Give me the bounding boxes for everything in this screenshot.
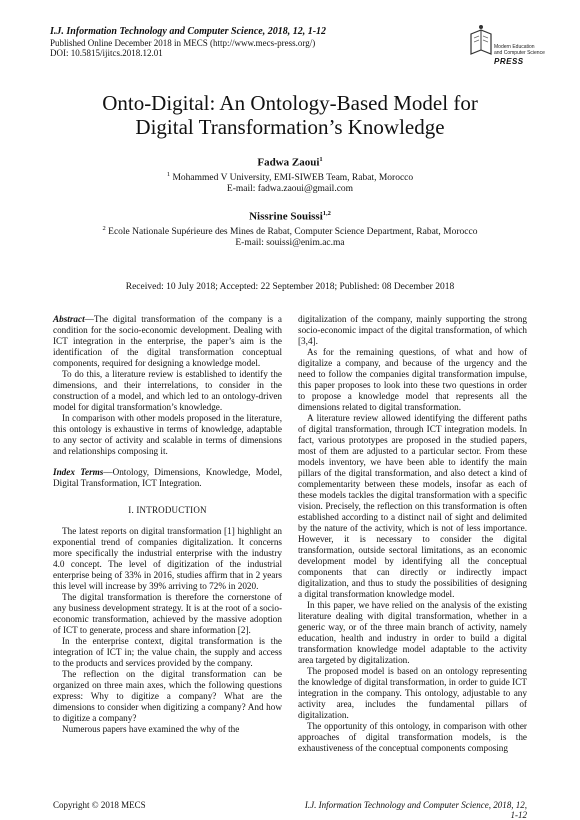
abstract-label: Abstract: [53, 314, 85, 324]
index-terms: Index Terms—Ontology, Dimensions, Knowledge, Model, Digital Transformation, ICT Integration.: [53, 467, 282, 488]
paper-title: Onto-Digital: An Ontology-Based Model for Digital Transformation’s Knowledge: [102, 91, 478, 139]
body-paragraph: A literature review allowed identifying the different paths of digital transformation, through ICT integration models. In fact, various prototypes are proposed in the studied papers, most of them are adjusted to a particular sector. From these models inventory, we have been able to identify the main pillars of the digital transformation, and also detect a kind of complementarity between these models, insofar as each of these models tackles the digital transformation with a specific vision. Precisely, the reflection on this transformation is often established according to a distinct nail of sight and delimited by the nature of the activity, which is not of less importance. However, it is necessary to consider the digital transformation, outside sectoral limitations, as an economic development model by identifying all the conceptual components that can directly or indirectly impact digitalization, and thus to study the possibilities of designing a digital transformation knowledge model.: [298, 413, 527, 599]
footer-journal: I.J. Information Technology and Computer Science, 2018, 12, 1-12: [304, 800, 527, 820]
author-affiliation: Ecole Nationale Supérieure des Mines de Rabat, Computer Science Department, Rabat, Morocco: [108, 226, 478, 237]
body-paragraph: As for the remaining questions, of what and how of digitalize a company, and because of the urgency and the need to follow the companies digital transformation impulse, this paper proposes to look into these two questions in order to propose a knowledge model that represents all the dimensions related to digital transformation.: [298, 347, 527, 412]
abstract-paragraph: Abstract—The digital transformation of the company is a condition for the socio-economic development. Dealing with ICT integration in the enterprise, the paper’s aim is the identification of the digital transformation conceptual components, required for designing a knowledge model.: [53, 314, 282, 368]
author-name: Nissrine Souissi: [249, 210, 323, 223]
body-paragraph: digitalization of the company, mainly supporting the strong socio-economic impact of the digital transformation, of which [3,4].: [298, 314, 527, 346]
logo-subtitle: Modern Education and Computer Science: [494, 44, 545, 56]
body-paragraph: The digital transformation is therefore the cornerstone of any business development strategy. It is at the root of a socio-economic transformation, achieved by the massive adoption of ICT to generate, process and share information [2].: [53, 592, 282, 635]
body-paragraph: The latest reports on digital transformation [1] highlight an exponential trend of companies digitalization. It concerns more specifically the industrial enterprise with the industry 4.0 concept. The level of digitization of the industrial enterprise being of 33% in 2016, studies affirm that in 2 years this level will increase by 39% arriving to 72% in 2020.: [53, 526, 282, 591]
body-paragraph: The proposed model is based on an ontology representing the knowledge of digital transformation, in order to guide ICT integration in the company. This ontology, adjustable to any activity area, includes the fundamental pillars of digitalization.: [298, 666, 527, 720]
journal-name: I.J. Information Technology and Computer Science, 2018, 12, 1-12: [50, 26, 327, 37]
author-block-1: Fadwa Zaoui$^1$ $^1$ Mohammed V University, EMI-SIWEB Team, Rabat, Morocco E-mail: fadwa.zaoui@gmail.com: [40, 154, 540, 195]
author-name: Fadwa Zaoui: [257, 156, 320, 169]
mecs-press-logo: [468, 24, 548, 72]
author-sup: 1,2: [322, 210, 331, 217]
section-heading: I. INTRODUCTION: [128, 505, 207, 515]
book-logo-icon: [468, 24, 494, 58]
author-sup: 1: [319, 156, 323, 163]
journal-header: [50, 27, 326, 59]
abstract-paragraph: In comparison with other models proposed in the literature, this ontology is exhaustive in terms of knowledge, adaptable to any sector of activity and scalable in terms of dimensions and relationships composing it.: [53, 413, 282, 456]
author-email: E-mail: fadwa.zaoui@gmail.com: [226, 183, 354, 194]
logo-press: PRESS: [494, 57, 524, 66]
published-line: Published Online December 2018 in MECS (http://www.mecs-press.org/): [50, 37, 316, 48]
body-paragraph: The opportunity of this ontology, in comparison with other approaches of digital transformation models, is the exhaustiveness of the conceptual components composing: [298, 721, 527, 753]
body-paragraph: In this paper, we have relied on the analysis of the existing literature dealing with digital transformation, whether in a generic way, or of the three main branch of activity, namely education, health and industry in order to build a digital transformation knowledge model adaptable to the activity area targeted by digitalization.: [298, 600, 527, 665]
left-column: [53, 314, 282, 735]
doi-line: DOI: 10.5815/ijitcs.2018.12.01: [50, 48, 163, 58]
body-paragraph: The reflection on the digital transformation can be organized on three main axes, which the following questions express: Why to digitize a company? What are the dimensions to consider when digitizing a company? And how to digitize a company?: [53, 669, 282, 723]
body-paragraph: In the enterprise context, digital transformation is the integration of ICT in; the value chain, the supply and access to the products and services provided by the company.: [53, 636, 282, 668]
right-column: [298, 314, 527, 754]
body-paragraph: Numerous papers have examined the why of the: [62, 724, 240, 734]
footer-copyright: Copyright © 2018 MECS: [53, 800, 146, 810]
abstract-paragraph: To do this, a literature review is established to identify the dimensions, and their interrelations, to consider in the construction of a model, and which led to an ontology-driven model for digital transformation’s knowledge.: [53, 369, 282, 412]
author-email: E-mail: souissi@enim.ac.ma: [235, 237, 345, 248]
author-affiliation: Mohammed V University, EMI-SIWEB Team, Rabat, Morocco: [172, 172, 414, 183]
received-dates: Received: 10 July 2018; Accepted: 22 September 2018; Published: 08 December 2018: [125, 282, 455, 292]
index-terms-label: Index Terms: [53, 467, 104, 477]
author-block-2: Nissrine Souissi$^{1,2}$ $^2$ Ecole Nationale Supérieure des Mines de Rabat, Computer Science Department, Rabat, Morocco E-mail: souissi@enim.ac.ma: [40, 208, 540, 249]
